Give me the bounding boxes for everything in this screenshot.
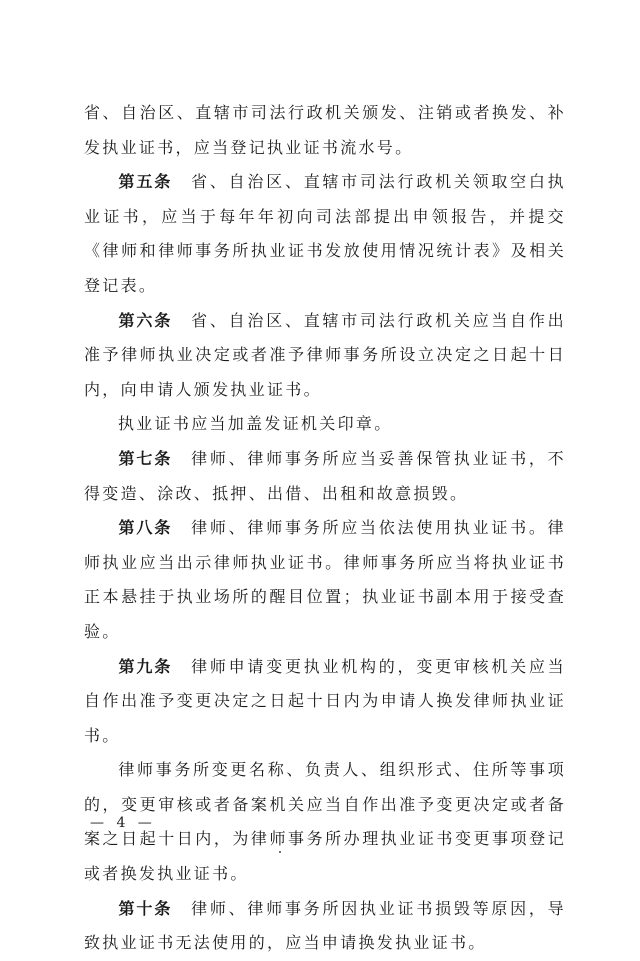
article-9-text: 律师申请变更执业机构的，变更审核机关应当自作出准予变更决定之日起十日内为申请人换发律师执业证书。 <box>84 656 566 745</box>
article-heading-5: 第五条 <box>118 172 173 192</box>
article-heading-6: 第六条 <box>118 310 173 330</box>
article-heading-8: 第八条 <box>118 518 173 538</box>
paragraph-article-6 <box>84 304 566 408</box>
article-heading-7: 第七条 <box>118 448 173 468</box>
paragraph-1 <box>84 96 566 165</box>
article-6-text: 省、自治区、直辖市司法行政机关应当自作出准予律师执业决定或者准予律师事务所设立决定之日起十日内，向申请人颁发执业证书。 <box>84 310 566 399</box>
seal-text: 执业证书应当加盖发证机关印章。 <box>118 414 393 434</box>
article-10-text: 律师、律师事务所因执业证书损毁等原因，导致执业证书无法使用的，应当申请换发执业证书。 <box>84 898 566 953</box>
paragraph-article-9 <box>84 650 566 754</box>
article-8-text: 律师、律师事务所应当依法使用执业证书。律师执业应当出示律师执业证书。律师事务所应当将执业证书正本悬挂于执业场所的醒目位置；执业证书副本用于接受查验。 <box>84 518 566 641</box>
paragraph-article-5 <box>84 165 566 303</box>
paragraph-article-10 <box>84 892 566 961</box>
paragraph-firm-change <box>84 753 566 891</box>
body-text <box>84 96 566 961</box>
paragraph-1-text: 省、自治区、直辖市司法行政机关颁发、注销或者换发、补发执业证书，应当登记执业证书流水号。 <box>84 103 566 157</box>
paragraph-seal <box>84 407 566 442</box>
article-heading-10: 第十条 <box>118 898 173 918</box>
page-number: — 4 — <box>90 815 156 831</box>
paragraph-article-8 <box>84 511 566 649</box>
paragraph-article-7 <box>84 442 566 511</box>
article-heading-9: 第九条 <box>118 656 173 676</box>
article-5-text: 省、自治区、直辖市司法行政机关领取空白执业证书，应当于每年年初向司法部提出申领报告，并提交《律师和律师事务所执业证书发放使用情况统计表》及相关登记表。 <box>84 172 566 295</box>
firm-change-text: 律师事务所变更名称、负责人、组织形式、住所等事项的，变更审核或者备案机关应当自作出准予变更决定或者备案之日起十日内，为律师事务所办理执业证书变更事项登记或者换发执业证书。 <box>84 760 566 884</box>
scan-speck <box>279 851 281 853</box>
article-7-text: 律师、律师事务所应当妥善保管执业证书，不得变造、涂改、抵押、出借、出租和故意损毁。 <box>84 448 566 503</box>
